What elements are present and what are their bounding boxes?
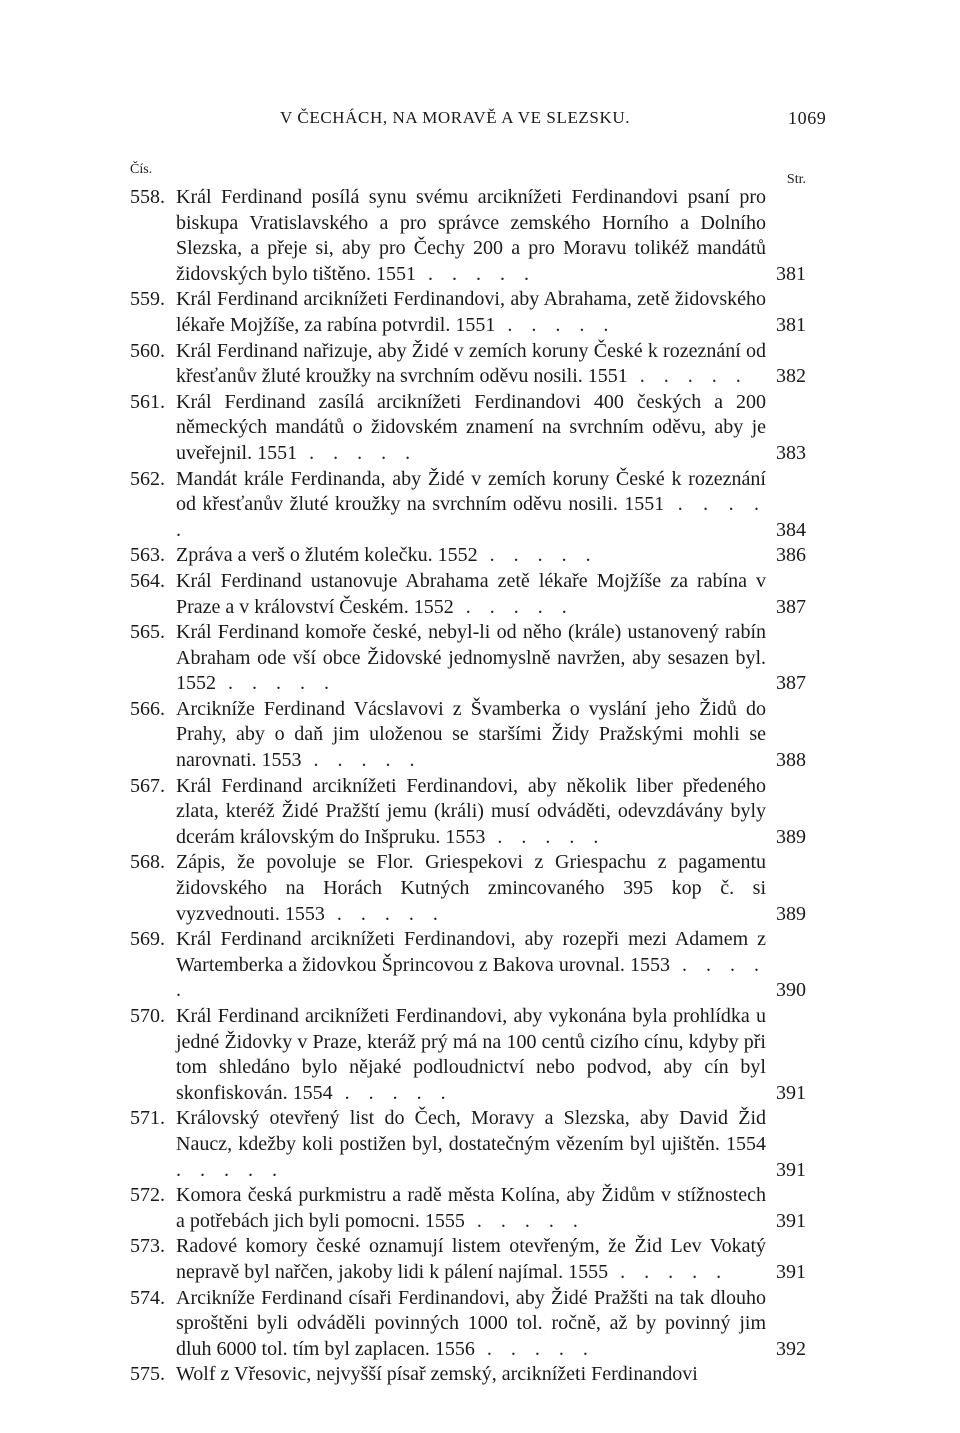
entry-year: 1552 [437, 544, 478, 567]
entry-page-number: 392 [776, 1337, 806, 1360]
entry-description: Zápis, že povoluje se Flor. Griespekovi z Griespachu z pagamentu židovského na Horách Kutných zmincovaného 395 kop č. si vyzvednouti. [176, 851, 766, 925]
entry-page-number: 383 [776, 441, 806, 464]
list-item [130, 467, 806, 544]
entry-number: 558. [130, 186, 165, 208]
entry-page-number: 384 [776, 518, 806, 541]
entry-description: Arcikníže Ferdinand Vácslavovi z Švamberka o vyslání jeho Židů do Prahy, aby o daň jim uloženou se staršími Židy Pražskými mohli se narovnati. [176, 697, 766, 772]
leader-dots: . . . . . [608, 1260, 729, 1283]
list-item [130, 543, 806, 569]
entry-year: 1553 [629, 953, 670, 976]
leader-dots: . . . . . [477, 544, 598, 567]
entry-text [176, 569, 766, 620]
entry-text [176, 1362, 766, 1388]
entry-list [130, 185, 806, 1388]
entry-description: Radové komory české oznamují listem otevřeným, že Žid Lev Vokatý nepravě byl nařčen, jakoby lidi k pálení najímal. [176, 1235, 766, 1283]
list-item [130, 620, 806, 697]
entry-year: 1551 [587, 365, 628, 388]
entry-number: 564. [130, 569, 165, 592]
list-item [130, 339, 806, 390]
leader-dots: . . . . . [176, 953, 767, 1002]
list-item [130, 1234, 806, 1285]
entry-page-number: 391 [776, 1260, 806, 1283]
list-item [130, 1004, 806, 1106]
list-item [130, 569, 806, 620]
entry-text [176, 467, 766, 544]
list-item [130, 927, 806, 1004]
leader-dots: . . . . . [474, 1337, 595, 1360]
entry-text [176, 1183, 766, 1234]
entry-page-number: 388 [776, 749, 806, 772]
entry-description: Arcikníže Ferdinand císaři Ferdinandovi, aby Židé Pražšti na tak dlouho sproštěni byli odváděli povinných 1000 tol. ročně, až by povinný jim dluh 6000 tol. tím byl zaplacen. [176, 1286, 766, 1360]
entry-description: Král Ferdinand arciknížeti Ferdinandovi, aby Abrahama, zetě židovského lékaře Mojžíše, za rabína potvrdil. [176, 288, 766, 336]
entry-text [176, 1004, 766, 1106]
leader-dots: . . . . . [332, 1081, 453, 1104]
entry-number: 561. [130, 390, 165, 413]
entry-number: 568. [130, 851, 165, 874]
entry-description: Král Ferdinand zasílá arciknížeti Ferdinandovi 400 českých a 200 německých mandátů o židovském znamení na svrchním oděvu, aby je uveřejnil. [176, 390, 766, 464]
entry-page-number: 389 [776, 902, 806, 925]
leader-dots: . . . . . [176, 1158, 284, 1181]
entry-description: Wolf z Vřesovic, nejvyšší písař zemský, arciknížeti Ferdinandovi [176, 1363, 698, 1386]
entry-number: 560. [130, 339, 165, 362]
list-item [130, 1362, 806, 1388]
entry-description: Zpráva a verš o žlutém kolečku. [176, 544, 433, 567]
list-item [130, 1106, 806, 1183]
list-item [130, 697, 806, 774]
entry-year: 1552 [413, 595, 454, 618]
entry-text [176, 620, 766, 697]
entry-description: Královský otevřený list do Čech, Moravy a Slezska, aby David Žid Naucz, kdežby koli postižen byl, dostatečným vězením byl ujištěn. [176, 1107, 766, 1155]
leader-dots: . . . . . [297, 441, 418, 464]
entry-number: 565. [130, 621, 165, 644]
entry-text [176, 287, 766, 338]
entry-text [176, 1234, 766, 1285]
entry-text [176, 390, 766, 467]
entry-year: 1552 [176, 672, 216, 695]
entry-page-number: 382 [776, 365, 806, 388]
entry-year: 1555 [568, 1260, 609, 1283]
entry-year: 1553 [284, 902, 325, 925]
leader-dots: . . . . . [495, 313, 616, 336]
entry-page-number: 390 [776, 979, 806, 1002]
list-item [130, 1183, 806, 1234]
entry-year: 1551 [455, 313, 496, 336]
leader-dots: . . . . . [176, 493, 766, 541]
entry-number: 569. [130, 928, 165, 951]
entry-number: 562. [130, 467, 165, 490]
leader-dots: . . . . . [464, 1209, 585, 1232]
list-item [130, 1286, 806, 1363]
page-column-label: Str. [786, 172, 806, 187]
entry-text [176, 543, 766, 569]
entry-page-number: 381 [776, 262, 806, 285]
entry-year: 1554 [726, 1132, 766, 1155]
entry-description: Komora česká purkmistru a radě města Kolína, aby Židům v stížnostech a potřebách jich byli pomocni. [176, 1184, 766, 1232]
leader-dots: . . . . . [453, 595, 574, 618]
leader-dots: . . . . . [324, 902, 445, 925]
list-item [130, 390, 806, 467]
entry-text [176, 1286, 766, 1363]
list-item [130, 774, 806, 851]
entry-description: Král Ferdinand arciknížeti Ferdinandovi, aby vykonána byla prohlídka u jedné Židovky v Praze, kteráž prý má na 100 centů cizího cínu, kdyby při tom shledáno bylo nějaké podloudnictví nebo podvod, aby cín byl skonfiskován. [176, 1005, 766, 1104]
leader-dots: . . . . . [627, 365, 748, 388]
entry-text [176, 774, 766, 851]
entry-text [176, 1106, 766, 1183]
entry-number: 575. [130, 1363, 165, 1386]
entry-year: 1553 [261, 749, 302, 772]
entry-page-number: 389 [776, 825, 806, 848]
entry-page-number: 391 [776, 1158, 806, 1181]
entry-number: 570. [130, 1005, 165, 1027]
entry-text [176, 339, 766, 390]
running-title: V ČECHÁCH, NA MORAVĚ A VE SLEZSKU. [280, 108, 631, 127]
entry-page-number: 387 [776, 595, 806, 618]
entry-number: 567. [130, 774, 165, 797]
entry-number: 571. [130, 1107, 165, 1130]
entry-year: 1553 [445, 825, 486, 848]
list-item [130, 287, 806, 338]
entry-text [176, 185, 766, 287]
entry-description: Král Ferdinand arciknížeti Ferdinandovi, aby rozepři mezi Adamem z Wartemberka a židovkou Šprincovou z Bakova urovnal. [176, 928, 766, 976]
entry-year: 1555 [424, 1209, 465, 1232]
entry-page-number: 381 [776, 313, 806, 336]
entry-page-number: 391 [776, 1081, 806, 1104]
entry-number: 574. [130, 1286, 165, 1309]
entry-text [176, 697, 766, 774]
entry-description: Král Ferdinand arciknížeti Ferdinandovi, aby několik liber předeného zlata, kteréž Židé Pražští jemu (králi) musí odváděti, odevzdávány byly dcerám královským do Inšpruku. [176, 774, 766, 848]
entry-year: 1551 [375, 262, 416, 285]
entry-text [176, 850, 766, 927]
list-item [130, 185, 806, 287]
entry-number: 563. [130, 544, 165, 567]
leader-dots: . . . . . [301, 749, 422, 772]
entry-text [176, 927, 766, 1004]
entry-description: Král Ferdinand posílá synu svému arciknížeti Ferdinandovi psaní pro biskupa Vratislavského a pro správce zemského Horního a Dolního Slezska, a přeje si, aby pro Čechy 200 a pro Moravu tolikéž mandátů židovských bylo tištěno. [176, 186, 766, 285]
entry-description: Král Ferdinand komoře české, nebyl-li od něho (krále) ustanovený rabín Abraham ode vší obce Židovské jednomyslně navržen, aby sesazen byl. [176, 621, 766, 669]
leader-dots: . . . . . [216, 672, 336, 695]
entry-page-number: 386 [776, 544, 806, 567]
leader-dots: . . . . . [485, 825, 606, 848]
entry-page-number: 387 [776, 672, 806, 695]
entry-description: Mandát krále Ferdinanda, aby Židé v zemích koruny České k rozeznání od křesťanův žluté kroužky na svrchním oděvu nosili. [176, 467, 766, 516]
list-item [130, 850, 806, 927]
entry-page-number: 391 [776, 1209, 806, 1232]
entry-year: 1551 [257, 441, 298, 464]
entry-description: Král Ferdinand ustanovuje Abrahama zetě lékaře Mojžíše za rabína v Praze a v království Českém. [176, 569, 766, 618]
entry-year: 1551 [624, 493, 665, 516]
entry-number: 559. [130, 288, 165, 311]
column-labels [130, 162, 806, 187]
page-number: 1069 [788, 108, 827, 128]
number-column-label: Čís. [130, 162, 153, 177]
entry-year: 1554 [292, 1081, 333, 1104]
running-header [0, 108, 960, 138]
entry-number: 573. [130, 1235, 165, 1258]
entry-description: Král Ferdinand nařizuje, aby Židé v zemích koruny České k rozeznání od křesťanův žluté kroužky na svrchním oděvu nosili. [176, 339, 766, 388]
leader-dots: . . . . . [415, 262, 536, 285]
entry-year: 1556 [434, 1337, 475, 1360]
entry-number: 572. [130, 1184, 165, 1207]
entry-number: 566. [130, 697, 165, 720]
